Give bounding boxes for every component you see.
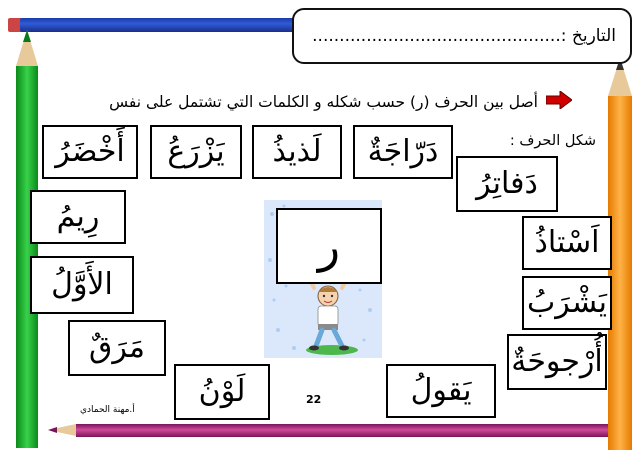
word-card-dafatir[interactable]: دَفاتِرُ bbox=[456, 156, 558, 212]
date-box bbox=[292, 8, 632, 64]
bottom-pencil-decoration bbox=[48, 424, 608, 437]
instruction-text: أصل بين الحرف (ر) حسب شكله و الكلمات التي تشتمل على نفس bbox=[109, 93, 538, 111]
date-label: التاريخ :.............................................. bbox=[312, 26, 616, 46]
word-card-yashrab[interactable]: يَشْرَبُ bbox=[522, 276, 612, 330]
word-card-ustadh[interactable]: اَسْتاذُ bbox=[522, 216, 612, 270]
word-card-darraja[interactable]: دَرّاجَةٌ bbox=[353, 125, 453, 179]
word-card-awwal[interactable]: الأَوَّلُ bbox=[30, 256, 134, 314]
word-card-yaqul[interactable]: يَقولُ bbox=[386, 364, 496, 418]
page-number: 22 bbox=[306, 393, 322, 406]
word-card-ladhidh[interactable]: لَذيذُ bbox=[252, 125, 342, 179]
word-card-akhdar[interactable]: أَخْضَرُ bbox=[42, 125, 138, 179]
arrow-icon bbox=[546, 91, 572, 109]
word-card-urjuha[interactable]: أُرْجوحَةٌ bbox=[507, 334, 607, 390]
word-card-lawn[interactable]: لَوْنُ bbox=[174, 364, 270, 420]
center-letter-card[interactable]: ر bbox=[276, 208, 382, 284]
word-card-reem[interactable]: رِيمُ bbox=[30, 190, 126, 244]
word-card-marq[interactable]: مَرَقٌ bbox=[68, 320, 166, 376]
word-card-yazra[interactable]: يَزْرَعُ bbox=[150, 125, 242, 179]
author-credit: أ.مهنة الحمادي bbox=[80, 405, 135, 415]
letter-shape-label: شكل الحرف : bbox=[509, 133, 596, 149]
